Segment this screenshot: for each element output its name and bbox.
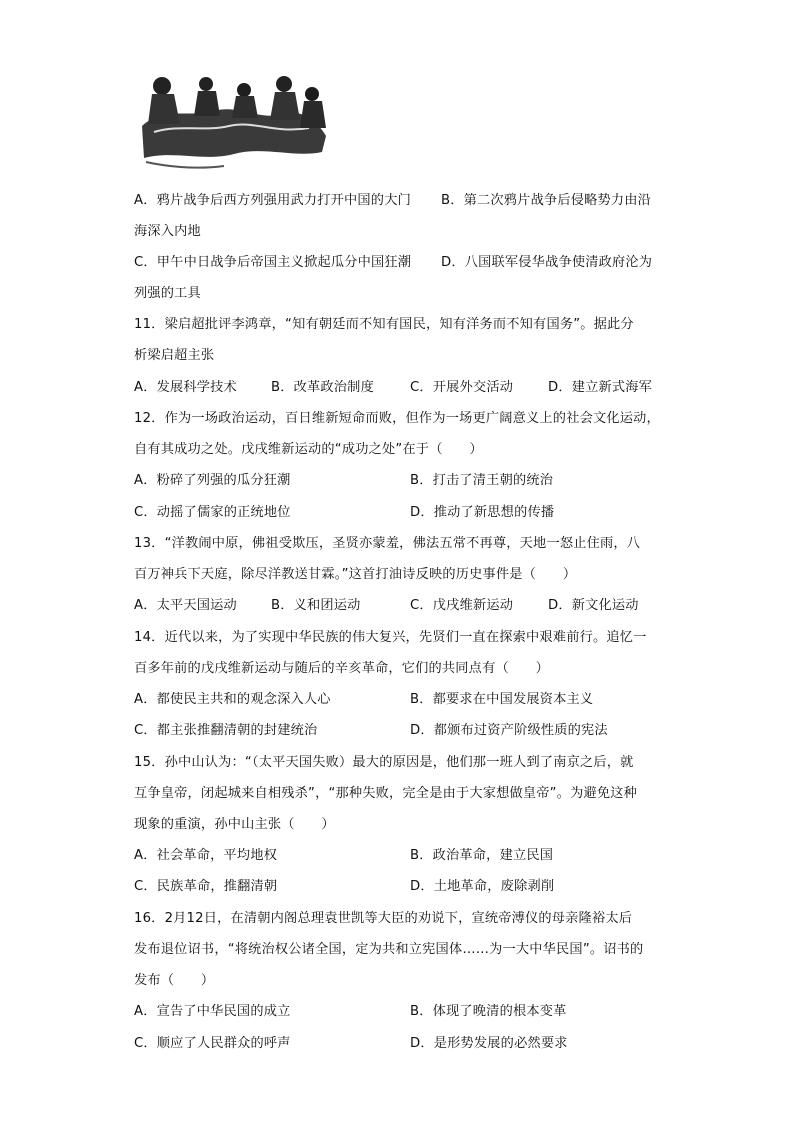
q12-option-d: D．推动了新思想的传播: [410, 505, 555, 520]
q13-stem-cont: 百万神兵下天庭，除尽洋教送甘霖。”这首打油诗反映的历史事件是（ ）: [134, 567, 577, 582]
q10-option-d-cont: 列强的工具: [134, 286, 201, 301]
q16-option-a: A．宣告了中华民国的成立: [134, 1004, 291, 1019]
q13-option-a: A．太平天国运动: [134, 598, 237, 613]
q12-stem-cont: 自有其成功之处。戊戌维新运动的“成功之处”在于（ ）: [134, 442, 483, 457]
q11-option-a: A．发展科学技术: [134, 380, 237, 395]
q15-option-d: D．土地革命，废除剥削: [410, 879, 555, 894]
cartoon-illustration: [134, 66, 330, 174]
q14-option-c: C．都主张推翻清朝的封建统治: [134, 723, 318, 738]
q15-stem-cont: 互争皇帝，闭起城来自相残杀”，“那种失败，完全是由于大家想做皇帝”。为避免这种: [134, 786, 638, 801]
q10-option-b: B．第二次鸦片战争后侵略势力由沿: [441, 193, 652, 208]
q16-option-c: C．顺应了人民群众的呼声: [134, 1036, 291, 1051]
q11-stem: 11．梁启超批评李鸿章，“知有朝廷而不知有国民，知有洋务而不知有国务”。据此分: [134, 317, 634, 332]
q15-option-c: C．民族革命，推翻清朝: [134, 879, 278, 894]
q14-stem-cont: 百多年前的戊戌维新运动与随后的辛亥革命，它们的共同点有（ ）: [134, 661, 550, 676]
q11-stem-cont: 析梁启超主张: [134, 348, 215, 363]
q15-option-b: B．政治革命，建立民国: [410, 848, 554, 863]
q16-stem-cont: 发布退位诏书，“将统治权公诸全国，定为共和立宪国体……为一大中华民国”。诏书的: [134, 942, 644, 957]
q16-stem: 16．2月12日，在清朝内阁总理袁世凯等大臣的劝说下，宣统帝溥仪的母亲隆裕太后: [134, 911, 633, 926]
q16-option-d: D．是形势发展的必然要求: [410, 1036, 568, 1051]
q14-option-a: A．都使民主共和的观念深入人心: [134, 692, 331, 707]
q12-option-b: B．打击了清王朝的统治: [410, 473, 554, 488]
q14-option-b: B．都要求在中国发展资本主义: [410, 692, 594, 707]
q14-option-d: D．都颁布过资产阶级性质的宪法: [410, 723, 608, 738]
q10-option-b-cont: 海深入内地: [134, 224, 201, 239]
q12-option-c: C．动摇了儒家的正统地位: [134, 505, 291, 520]
q13-option-c: C．戊戌维新运动: [410, 598, 514, 613]
q10-option-a: A．鸦片战争后西方列强用武力打开中国的大门: [134, 193, 411, 208]
q11-option-c: C．开展外交活动: [410, 380, 514, 395]
q15-stem-cont-2: 现象的重演，孙中山主张（ ）: [134, 817, 335, 832]
q11-option-b: B．改革政治制度: [271, 380, 374, 395]
q10-option-d: D．八国联军侵华战争使清政府沦为: [441, 255, 653, 270]
q13-option-d: D．新文化运动: [548, 598, 639, 613]
q13-option-b: B．义和团运动: [271, 598, 361, 613]
q15-stem: 15．孙中山认为：“（太平天国失败）最大的原因是，他们那一班人到了南京之后，就: [134, 755, 634, 770]
q10-option-c: C．甲午中日战争后帝国主义掀起瓜分中国狂潮: [134, 255, 412, 270]
q16-option-b: B．体现了晚清的根本变革: [410, 1004, 567, 1019]
q13-stem: 13．“洋教闹中原，佛祖受欺压，圣贤亦蒙羞，佛法五常不再尊，天地一怒止住雨，八: [134, 536, 641, 551]
q12-stem: 12．作为一场政治运动，百日维新短命而败，但作为一场更广阔意义上的社会文化运动，: [134, 411, 660, 426]
q15-option-a: A．社会革命，平均地权: [134, 848, 278, 863]
q12-option-a: A．粉碎了列强的瓜分狂潮: [134, 473, 291, 488]
q14-stem: 14．近代以来，为了实现中华民族的伟大复兴，先贤们一直在探索中艰难前行。追忆一: [134, 630, 647, 645]
q16-stem-cont-2: 发布（ ）: [134, 973, 215, 988]
q11-option-d: D．建立新式海军: [548, 380, 653, 395]
